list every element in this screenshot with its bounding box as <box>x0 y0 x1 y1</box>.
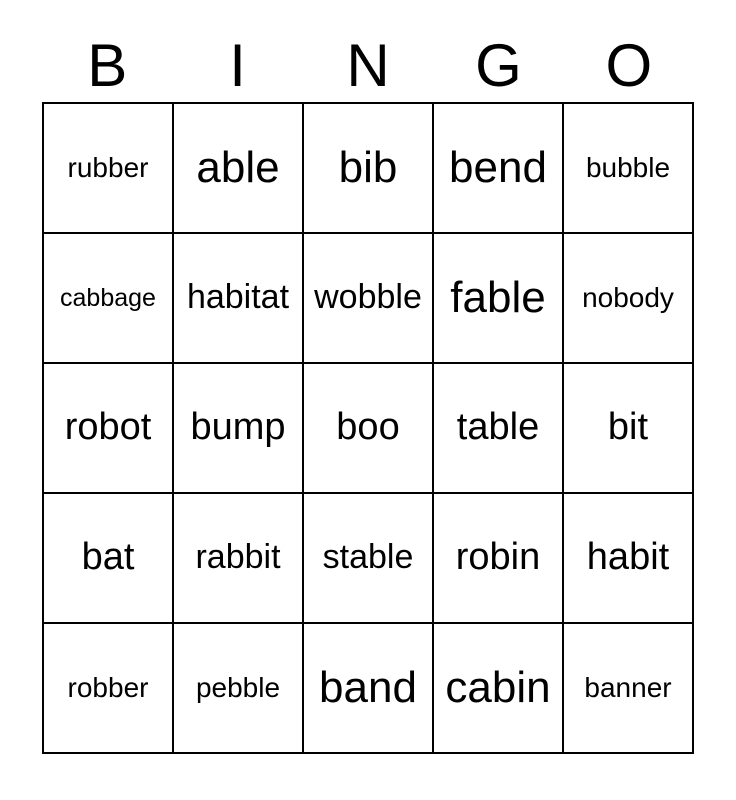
bingo-cell-label: fable <box>450 272 546 322</box>
bingo-cell[interactable] <box>304 624 434 754</box>
bingo-cell[interactable] <box>304 364 434 494</box>
bingo-cell-label: bit <box>607 406 649 449</box>
bingo-cell[interactable] <box>304 494 434 624</box>
bingo-grid <box>42 102 694 754</box>
bingo-cell[interactable] <box>564 104 694 234</box>
bingo-header-letter-o: O <box>605 32 653 99</box>
bingo-cell-label: rabbit <box>195 538 281 577</box>
bingo-cell-label: rubber <box>67 152 149 184</box>
bingo-cell-label: robin <box>455 536 541 579</box>
bingo-cell-label: habitat <box>186 278 290 317</box>
bingo-cell[interactable] <box>44 104 174 234</box>
bingo-cell-label: bib <box>338 142 398 192</box>
bingo-cell-label: wobble <box>314 278 422 317</box>
bingo-cell[interactable] <box>44 364 174 494</box>
bingo-cell[interactable] <box>434 234 564 364</box>
bingo-cell-label: robber <box>67 672 149 704</box>
bingo-cell[interactable] <box>564 234 694 364</box>
bingo-row <box>44 494 694 624</box>
bingo-row <box>44 624 694 754</box>
bingo-cell[interactable] <box>44 234 174 364</box>
bingo-row <box>44 364 694 494</box>
bingo-cell[interactable] <box>174 624 304 754</box>
bingo-header-letter-g: G <box>475 32 522 99</box>
bingo-cell[interactable] <box>44 624 174 754</box>
bingo-cell-label: table <box>456 406 540 449</box>
bingo-cell[interactable] <box>434 494 564 624</box>
bingo-cell[interactable] <box>44 494 174 624</box>
bingo-cell-label: robot <box>64 406 152 449</box>
bingo-cell[interactable] <box>174 104 304 234</box>
bingo-cell[interactable] <box>174 494 304 624</box>
bingo-cell[interactable] <box>304 104 434 234</box>
bingo-cell[interactable] <box>434 104 564 234</box>
bingo-cell[interactable] <box>564 624 694 754</box>
bingo-cell[interactable] <box>564 364 694 494</box>
bingo-cell[interactable] <box>174 234 304 364</box>
bingo-cell[interactable] <box>174 364 304 494</box>
bingo-header-letter-b: B <box>87 32 128 99</box>
bingo-cell-label: banner <box>584 672 672 704</box>
bingo-cell-label: bat <box>81 536 135 579</box>
bingo-cell-label: band <box>319 662 417 712</box>
bingo-card <box>42 30 694 754</box>
bingo-cell-label: nobody <box>582 282 674 314</box>
bingo-cell-label: bend <box>449 142 547 192</box>
bingo-cell-label: habit <box>586 536 670 579</box>
bingo-header-letter-n: N <box>346 32 390 99</box>
bingo-cell-label: boo <box>336 406 400 449</box>
bingo-header-row <box>42 30 694 102</box>
bingo-cell-label: bubble <box>585 152 671 184</box>
bingo-cell-label: able <box>196 142 280 192</box>
bingo-cell[interactable] <box>564 494 694 624</box>
bingo-cell[interactable] <box>304 234 434 364</box>
bingo-cell[interactable] <box>434 624 564 754</box>
bingo-cell-label: pebble <box>195 672 281 704</box>
bingo-cell-label: cabbage <box>60 283 156 312</box>
bingo-cell-label: cabin <box>445 662 551 712</box>
bingo-row <box>44 234 694 364</box>
bingo-row <box>44 104 694 234</box>
bingo-cell[interactable] <box>434 364 564 494</box>
bingo-cell-label: stable <box>322 538 414 577</box>
bingo-header-letter-i: I <box>229 32 246 99</box>
bingo-cell-label: bump <box>190 406 286 449</box>
